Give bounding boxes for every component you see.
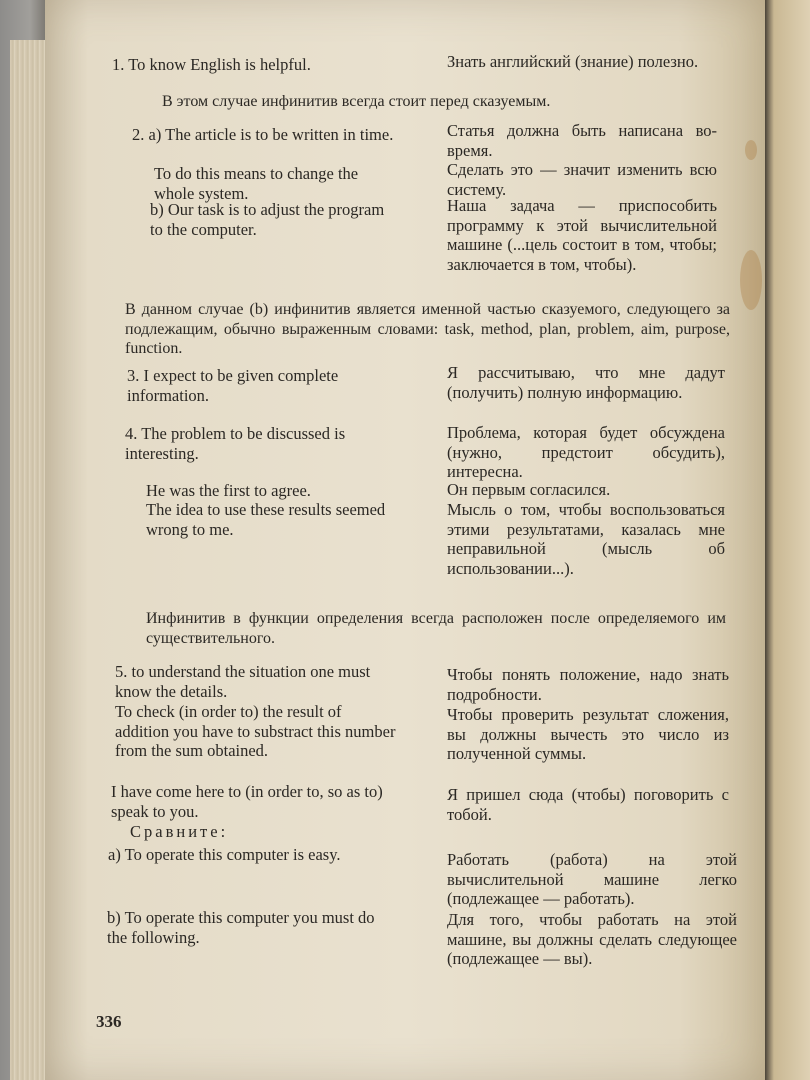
example-2a-ru-1: Статья должна быть написана во-время.: [447, 121, 717, 160]
compare-heading: Сравните:: [130, 822, 229, 841]
example-2a-en-2: To do this means to change the whole system.: [154, 164, 359, 203]
example-2b-ru: Наша задача — приспособить программу к этой вычислительной машине (...цель состоит в том, чтобы; заключается в том, чтобы).: [447, 196, 717, 274]
example-2a-ru-2: Сделать это — значит изменить всю систему.: [447, 160, 717, 199]
example-1-ru: Знать английский (знание) полезно.: [447, 52, 699, 71]
example-4-en: 4. The problem to be discussed is interesting.: [125, 424, 346, 463]
example-2a-en-1: 2. a) The article is to be written in time.: [132, 125, 394, 144]
stain: [745, 140, 757, 160]
example-6a-en: a) To operate this computer is easy.: [108, 845, 341, 864]
example-5-ru-3: Я пришел сюда (чтобы) поговорить с тобой.: [447, 785, 729, 824]
example-5-en-3: I have come here to (in order to, so as to) speak to you.: [111, 782, 383, 821]
example-6b-ru: Для того, чтобы работать на этой машине, вы должны сделать следующее (подлежащее — вы).: [447, 910, 737, 968]
note-3: Инфинитив в функции определения всегда расположен после определяемого им существительного.: [146, 610, 726, 647]
note-1: В этом случае инфинитив всегда стоит перед сказуемым.: [162, 93, 551, 110]
next-page-edge: [765, 0, 810, 1080]
stain: [740, 250, 762, 310]
example-6b-en: b) To operate this computer you must do the following.: [107, 908, 375, 947]
example-5-en-1: 5. to understand the situation one must know the details.: [115, 662, 371, 701]
example-3-ru: Я рассчитываю, что мне дадут (получить) полную информацию.: [447, 363, 725, 402]
example-4-ru: Проблема, которая будет обсуждена (нужно, предстоит обсудить), интересна.: [447, 423, 725, 481]
example-2b-en: b) Our task is to adjust the program to the computer.: [150, 200, 385, 239]
note-2: В данном случае (b) инфинитив является именной частью сказуемого, следующего за подлежащим, обычно выраженным словами: task, method, plan, problem, aim, purpose, function.: [125, 301, 730, 357]
example-4b-ru-2: Мысль о том, чтобы воспользоваться этими результатами, казалась мне неправильной (мысль об использовании...).: [447, 500, 725, 578]
example-5-en-2: To check (in order to) the result of addition you have to substract this number from the sum obtained.: [115, 702, 396, 760]
example-4b-en-2: The idea to use these results seemed wrong to me.: [146, 500, 386, 539]
example-1-en: 1. To know English is helpful.: [112, 55, 311, 74]
example-5-ru-1: Чтобы понять положение, надо знать подробности.: [447, 665, 729, 704]
example-4b-en-1: He was the first to agree.: [146, 481, 311, 500]
page-number: 336: [96, 1012, 122, 1031]
example-6a-ru: Работать (работа) на этой вычислительной машине легко (подлежащее — работать).: [447, 850, 737, 908]
example-3-en: 3. I expect to be given complete information.: [127, 366, 339, 405]
example-5-ru-2: Чтобы проверить результат сложения, вы должны вычесть это число из полученной суммы.: [447, 705, 729, 763]
example-4b-ru-1: Он первым согласился.: [447, 480, 611, 499]
